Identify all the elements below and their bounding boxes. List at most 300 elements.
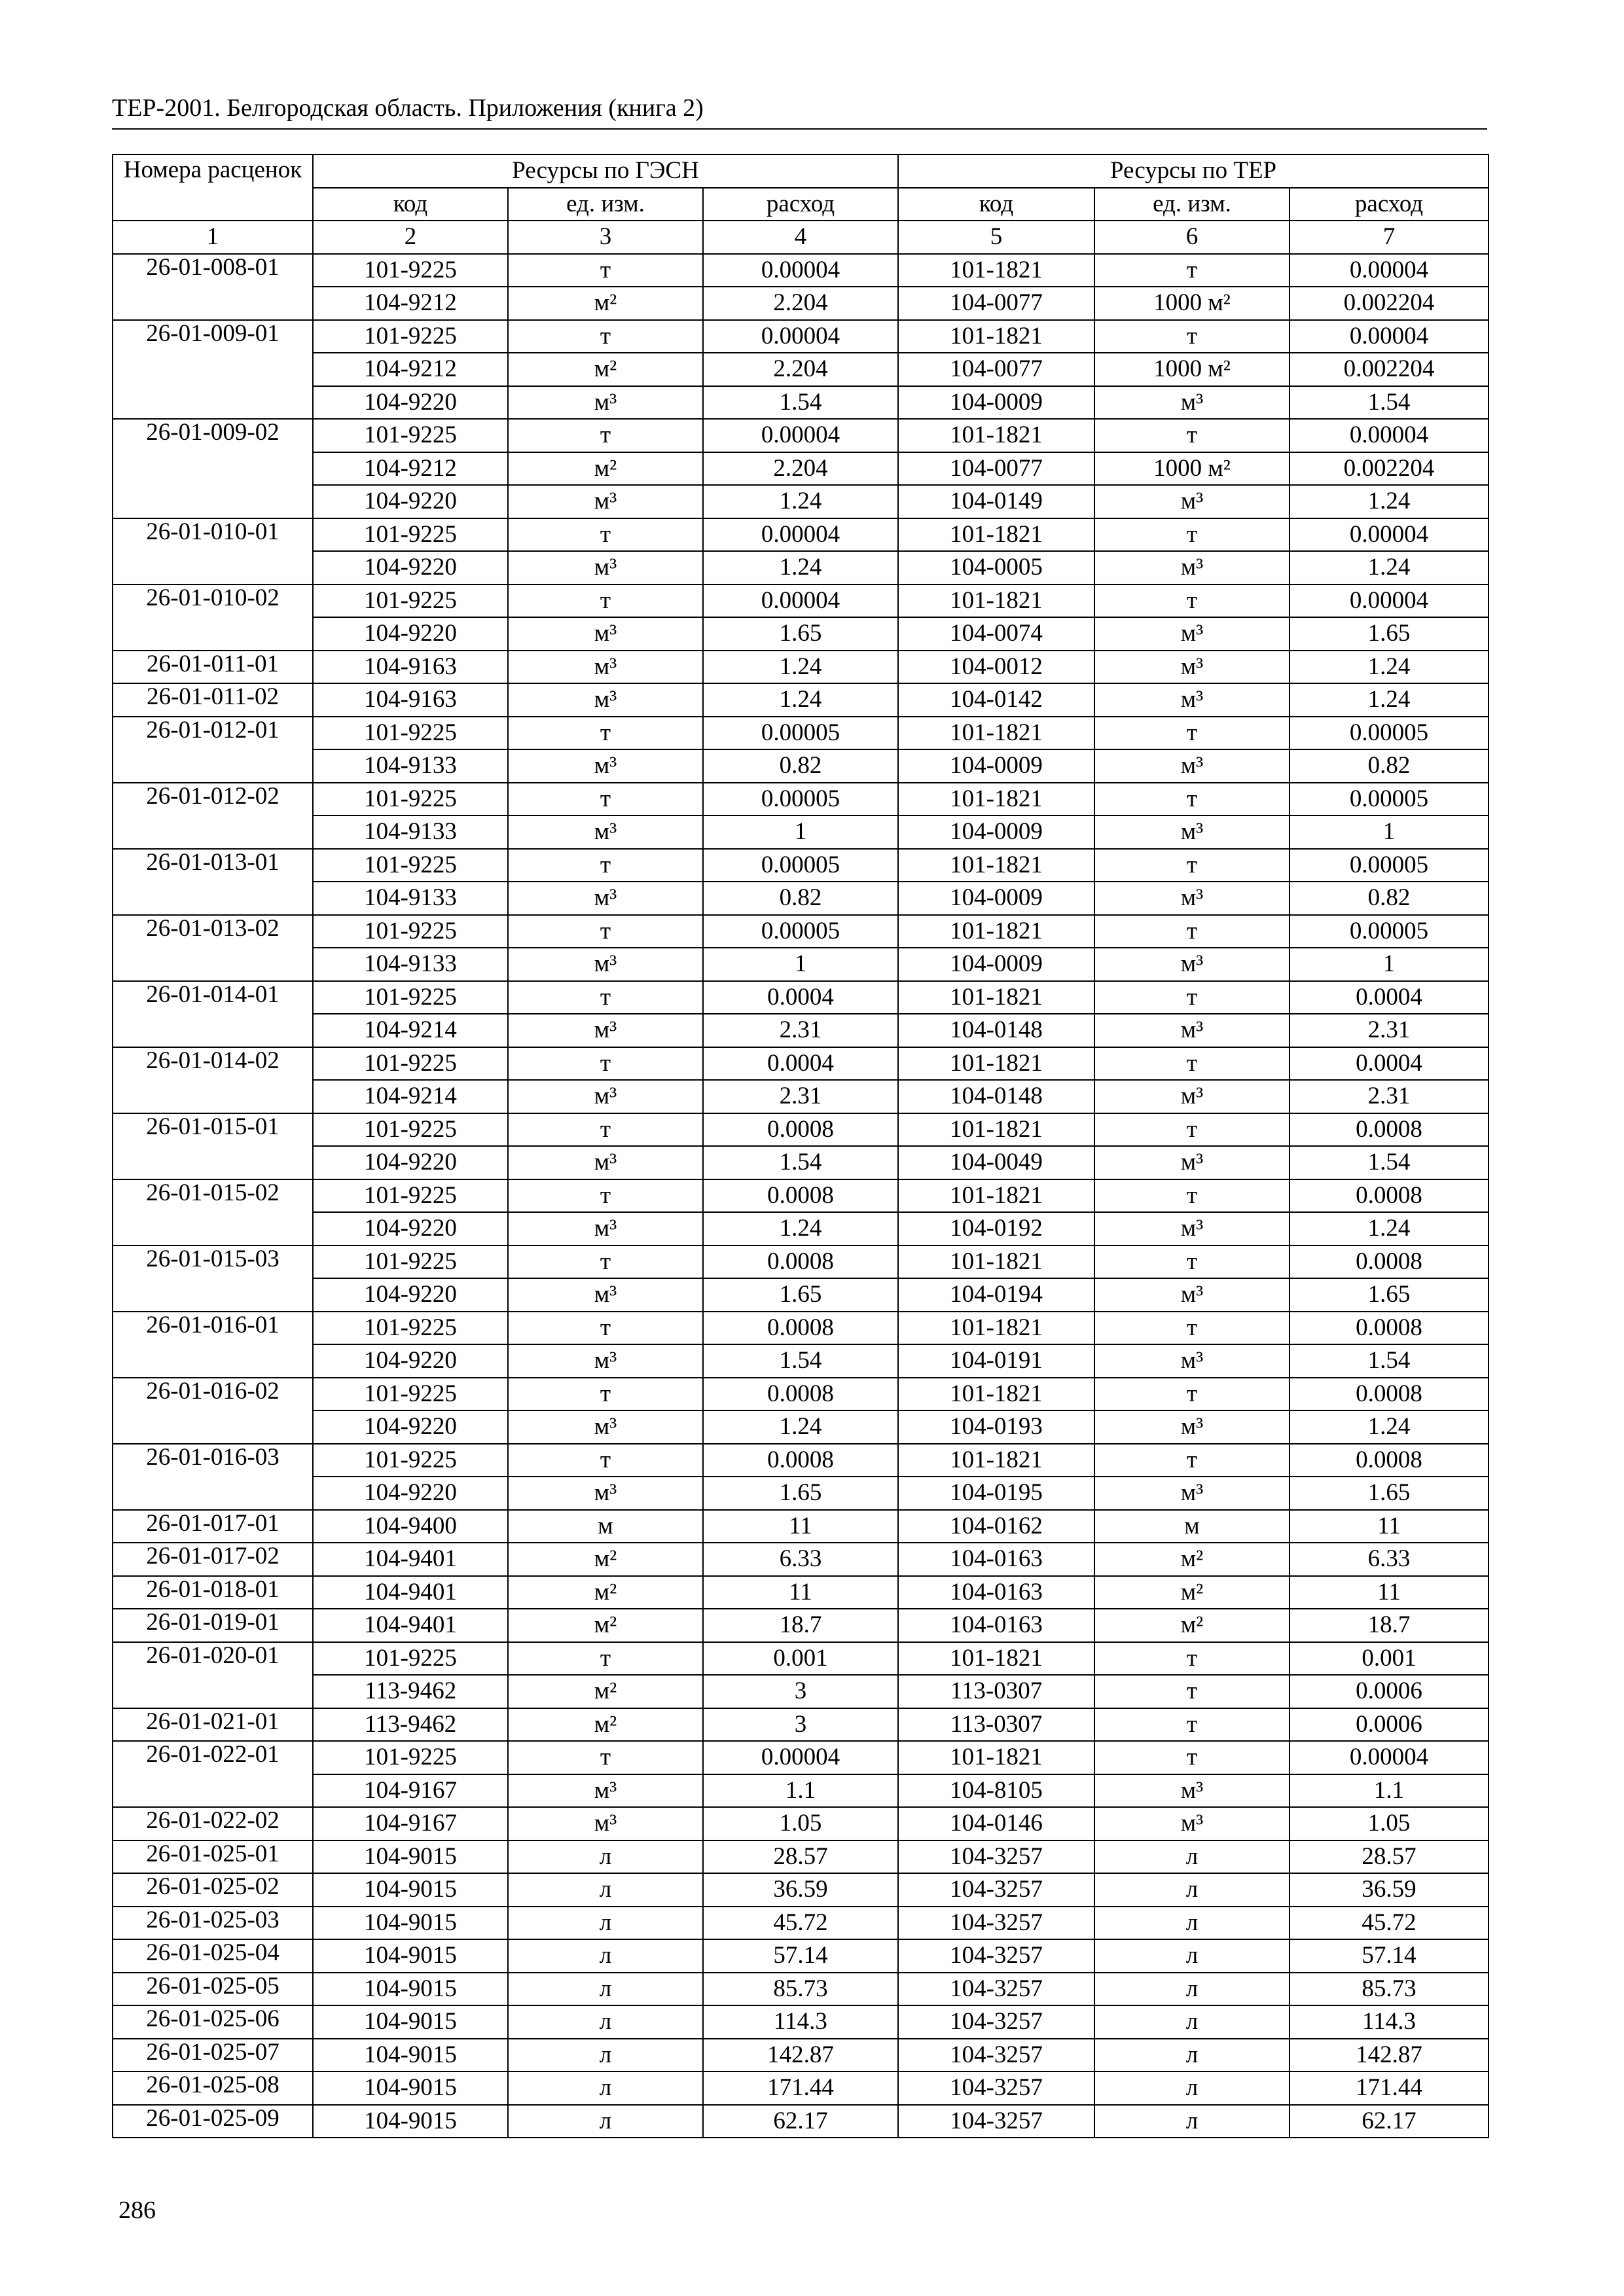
gesn-amount-cell: 0.82 xyxy=(703,749,898,783)
gesn-amount-cell: 1.05 xyxy=(703,1807,898,1840)
table-row xyxy=(113,1973,1489,2006)
ter-code-cell: 104-0009 xyxy=(898,386,1094,420)
ter-code-cell: 104-0142 xyxy=(898,683,1094,717)
gesn-code-cell: 104-9220 xyxy=(313,617,508,651)
resources-table xyxy=(112,154,1489,2138)
gesn-unit-cell: л xyxy=(508,1973,703,2006)
table-row xyxy=(113,1543,1489,1576)
gesn-unit-cell: л xyxy=(508,2039,703,2072)
rate-number-cell: 26-01-025-03 xyxy=(113,1907,313,1940)
gesn-amount-cell: 171.44 xyxy=(703,2072,898,2105)
ter-unit-cell: т xyxy=(1094,981,1290,1014)
ter-code-cell: 101-1821 xyxy=(898,1444,1094,1477)
rate-number-cell: 26-01-011-01 xyxy=(113,651,313,684)
ter-amount-cell: 0.00004 xyxy=(1290,1741,1489,1774)
rate-number-cell: 26-01-016-01 xyxy=(113,1312,313,1378)
ter-amount-cell: 0.0004 xyxy=(1290,981,1489,1014)
table-row xyxy=(113,1146,1489,1179)
ter-unit-cell: л xyxy=(1094,1873,1290,1907)
table-row xyxy=(113,320,1489,353)
table-row xyxy=(113,683,1489,717)
gesn-amount-cell: 1.24 xyxy=(703,485,898,518)
ter-unit-cell: м³ xyxy=(1094,1477,1290,1510)
gesn-unit-cell: м³ xyxy=(508,1014,703,1047)
table-row xyxy=(113,1344,1489,1378)
gesn-amount-cell: 0.00004 xyxy=(703,254,898,287)
gesn-unit-cell: т xyxy=(508,717,703,750)
ter-code-cell: 104-3257 xyxy=(898,1939,1094,1973)
gesn-code-cell: 101-9225 xyxy=(313,1047,508,1081)
ter-code-cell: 104-3257 xyxy=(898,2005,1094,2039)
ter-unit-cell: т xyxy=(1094,518,1290,552)
ter-code-cell: 101-1821 xyxy=(898,1047,1094,1081)
gesn-amount-cell: 0.00005 xyxy=(703,717,898,750)
gesn-amount-cell: 36.59 xyxy=(703,1873,898,1907)
gesn-unit-header: ед. изм. xyxy=(508,188,703,221)
gesn-unit-cell: м² xyxy=(508,452,703,486)
gesn-amount-cell: 1.1 xyxy=(703,1774,898,1808)
gesn-amount-cell: 0.0008 xyxy=(703,1378,898,1411)
ter-unit-cell: т xyxy=(1094,320,1290,353)
ter-unit-cell: м³ xyxy=(1094,617,1290,651)
gesn-amount-cell: 11 xyxy=(703,1510,898,1543)
gesn-amount-cell: 114.3 xyxy=(703,2005,898,2039)
ter-code-cell: 101-1821 xyxy=(898,849,1094,882)
gesn-unit-cell: т xyxy=(508,981,703,1014)
gesn-code-cell: 104-9163 xyxy=(313,651,508,684)
ter-amount-cell: 0.0004 xyxy=(1290,1047,1489,1081)
gesn-unit-cell: т xyxy=(508,1312,703,1345)
table-row xyxy=(113,551,1489,584)
gesn-amount-cell: 18.7 xyxy=(703,1609,898,1642)
gesn-amount-cell: 0.001 xyxy=(703,1642,898,1676)
table-row xyxy=(113,1179,1489,1213)
ter-unit-cell: м³ xyxy=(1094,948,1290,981)
rate-number-cell: 26-01-025-09 xyxy=(113,2105,313,2138)
gesn-amount-cell: 0.00005 xyxy=(703,783,898,816)
ter-code-cell: 101-1821 xyxy=(898,1113,1094,1147)
ter-code-cell: 104-0077 xyxy=(898,452,1094,486)
ter-amount-cell: 0.0008 xyxy=(1290,1246,1489,1279)
ter-code-cell: 104-0077 xyxy=(898,353,1094,386)
ter-amount-cell: 0.82 xyxy=(1290,882,1489,915)
page-number: 286 xyxy=(118,2197,156,2224)
table-row xyxy=(113,1939,1489,1973)
table-row xyxy=(113,1741,1489,1774)
gesn-unit-cell: м³ xyxy=(508,683,703,717)
ter-unit-cell: м² xyxy=(1094,1576,1290,1609)
ter-amount-cell: 1.65 xyxy=(1290,1278,1489,1312)
ter-unit-cell: м³ xyxy=(1094,816,1290,849)
table-row xyxy=(113,1510,1489,1543)
gesn-unit-cell: т xyxy=(508,1113,703,1147)
rate-number-cell: 26-01-017-02 xyxy=(113,1543,313,1576)
rate-number-cell: 26-01-014-02 xyxy=(113,1047,313,1113)
gesn-unit-cell: т xyxy=(508,915,703,948)
gesn-unit-cell: т xyxy=(508,1741,703,1774)
ter-code-cell: 104-0005 xyxy=(898,551,1094,584)
gesn-code-cell: 104-9400 xyxy=(313,1510,508,1543)
ter-code-cell: 101-1821 xyxy=(898,518,1094,552)
table-row xyxy=(113,1708,1489,1742)
gesn-unit-cell: т xyxy=(508,518,703,552)
gesn-unit-cell: м² xyxy=(508,1675,703,1708)
ter-amount-cell: 36.59 xyxy=(1290,1873,1489,1907)
table-row xyxy=(113,617,1489,651)
gesn-amount-cell: 142.87 xyxy=(703,2039,898,2072)
table-row xyxy=(113,2072,1489,2105)
rate-number-cell: 26-01-010-02 xyxy=(113,584,313,651)
rate-number-cell: 26-01-025-04 xyxy=(113,1939,313,1973)
gesn-code-cell: 113-9462 xyxy=(313,1675,508,1708)
gesn-amount-cell: 0.00004 xyxy=(703,584,898,618)
ter-unit-cell: м³ xyxy=(1094,651,1290,684)
ter-unit-cell: м³ xyxy=(1094,882,1290,915)
ter-code-cell: 113-0307 xyxy=(898,1708,1094,1742)
gesn-amount-cell: 0.00004 xyxy=(703,1741,898,1774)
ter-amount-cell: 1.24 xyxy=(1290,551,1489,584)
gesn-code-cell: 104-9220 xyxy=(313,1344,508,1378)
gesn-unit-cell: т xyxy=(508,254,703,287)
ter-code-cell: 104-0195 xyxy=(898,1477,1094,1510)
gesn-unit-cell: м³ xyxy=(508,617,703,651)
table-row xyxy=(113,1080,1489,1113)
gesn-unit-cell: м xyxy=(508,1510,703,1543)
ter-unit-cell: т xyxy=(1094,1047,1290,1081)
ter-amount-cell: 0.0008 xyxy=(1290,1113,1489,1147)
gesn-code-cell: 104-9220 xyxy=(313,485,508,518)
gesn-code-cell: 104-9220 xyxy=(313,1410,508,1444)
table-row xyxy=(113,717,1489,750)
gesn-amount-cell: 1.24 xyxy=(703,1410,898,1444)
column-index-3: 3 xyxy=(508,221,703,254)
rate-number-cell: 26-01-022-01 xyxy=(113,1741,313,1807)
gesn-unit-cell: л xyxy=(508,1907,703,1940)
ter-code-cell: 104-3257 xyxy=(898,2039,1094,2072)
table-row xyxy=(113,1113,1489,1147)
gesn-code-cell: 104-9015 xyxy=(313,1907,508,1940)
rate-number-cell: 26-01-013-02 xyxy=(113,915,313,981)
gesn-unit-cell: м³ xyxy=(508,1807,703,1840)
ter-unit-cell: т xyxy=(1094,1113,1290,1147)
table-row xyxy=(113,1609,1489,1642)
ter-unit-cell: м³ xyxy=(1094,551,1290,584)
gesn-unit-cell: т xyxy=(508,419,703,452)
ter-unit-cell: м³ xyxy=(1094,1807,1290,1840)
ter-unit-cell: т xyxy=(1094,783,1290,816)
table-row xyxy=(113,849,1489,882)
gesn-unit-cell: т xyxy=(508,783,703,816)
ter-unit-cell: т xyxy=(1094,1378,1290,1411)
ter-unit-cell: т xyxy=(1094,717,1290,750)
rate-number-cell: 26-01-025-07 xyxy=(113,2039,313,2072)
gesn-amount-cell: 0.0008 xyxy=(703,1246,898,1279)
gesn-code-cell: 104-9133 xyxy=(313,882,508,915)
table-row xyxy=(113,1278,1489,1312)
gesn-amount-cell: 1 xyxy=(703,816,898,849)
ter-unit-cell: т xyxy=(1094,419,1290,452)
gesn-unit-cell: т xyxy=(508,320,703,353)
ter-unit-cell: м³ xyxy=(1094,485,1290,518)
gesn-unit-cell: м³ xyxy=(508,651,703,684)
ter-amount-cell: 0.00005 xyxy=(1290,783,1489,816)
ter-unit-cell: т xyxy=(1094,254,1290,287)
ter-code-cell: 104-0012 xyxy=(898,651,1094,684)
gesn-unit-cell: т xyxy=(508,1246,703,1279)
gesn-code-cell: 104-9015 xyxy=(313,1873,508,1907)
table-row xyxy=(113,1873,1489,1907)
ter-code-cell: 101-1821 xyxy=(898,1179,1094,1213)
table-row xyxy=(113,2105,1489,2138)
gesn-resources-header: Ресурсы по ГЭСН xyxy=(313,154,898,188)
gesn-amount-cell: 2.31 xyxy=(703,1080,898,1113)
ter-unit-cell: 1000 м² xyxy=(1094,287,1290,320)
gesn-unit-cell: л xyxy=(508,1939,703,1973)
gesn-code-cell: 104-9167 xyxy=(313,1774,508,1808)
ter-unit-cell: т xyxy=(1094,1444,1290,1477)
gesn-code-cell: 104-9015 xyxy=(313,2072,508,2105)
ter-unit-cell: т xyxy=(1094,1179,1290,1213)
gesn-code-cell: 104-9212 xyxy=(313,287,508,320)
gesn-amount-cell: 0.0008 xyxy=(703,1113,898,1147)
gesn-unit-cell: м² xyxy=(508,353,703,386)
ter-unit-cell: л xyxy=(1094,1840,1290,1874)
ter-code-cell: 104-0193 xyxy=(898,1410,1094,1444)
gesn-code-cell: 104-9220 xyxy=(313,1278,508,1312)
ter-amount-cell: 142.87 xyxy=(1290,2039,1489,2072)
gesn-amount-cell: 0.0004 xyxy=(703,981,898,1014)
ter-unit-cell: л xyxy=(1094,2005,1290,2039)
ter-code-cell: 104-0163 xyxy=(898,1609,1094,1642)
gesn-amount-cell: 6.33 xyxy=(703,1543,898,1576)
table-row xyxy=(113,419,1489,452)
ter-unit-cell: л xyxy=(1094,1907,1290,1940)
gesn-code-cell: 101-9225 xyxy=(313,981,508,1014)
ter-amount-cell: 1 xyxy=(1290,948,1489,981)
ter-amount-cell: 1.24 xyxy=(1290,651,1489,684)
gesn-unit-cell: т xyxy=(508,1444,703,1477)
gesn-code-cell: 101-9225 xyxy=(313,518,508,552)
ter-amount-cell: 0.002204 xyxy=(1290,353,1489,386)
column-index-4: 4 xyxy=(703,221,898,254)
gesn-amount-cell: 62.17 xyxy=(703,2105,898,2138)
table-row xyxy=(113,1014,1489,1047)
gesn-code-cell: 101-9225 xyxy=(313,1378,508,1411)
gesn-code-cell: 101-9225 xyxy=(313,1642,508,1676)
gesn-unit-cell: т xyxy=(508,1179,703,1213)
gesn-unit-cell: м³ xyxy=(508,1212,703,1246)
ter-code-cell: 101-1821 xyxy=(898,1312,1094,1345)
gesn-code-cell: 101-9225 xyxy=(313,915,508,948)
gesn-code-cell: 101-9225 xyxy=(313,320,508,353)
gesn-code-cell: 104-9015 xyxy=(313,1840,508,1874)
ter-amount-cell: 1.54 xyxy=(1290,1344,1489,1378)
gesn-amount-cell: 2.204 xyxy=(703,452,898,486)
ter-amount-cell: 2.31 xyxy=(1290,1080,1489,1113)
gesn-code-cell: 101-9225 xyxy=(313,1246,508,1279)
gesn-unit-cell: л xyxy=(508,2072,703,2105)
ter-unit-cell: л xyxy=(1094,2105,1290,2138)
gesn-unit-cell: м² xyxy=(508,287,703,320)
table-row xyxy=(113,1642,1489,1676)
table-row xyxy=(113,1907,1489,1940)
ter-unit-cell: м³ xyxy=(1094,1146,1290,1179)
gesn-amount-cell: 1.54 xyxy=(703,386,898,420)
gesn-code-cell: 104-9401 xyxy=(313,1543,508,1576)
gesn-amount-cell: 2.204 xyxy=(703,287,898,320)
gesn-unit-cell: м³ xyxy=(508,749,703,783)
gesn-unit-cell: л xyxy=(508,2005,703,2039)
ter-unit-cell: т xyxy=(1094,1642,1290,1676)
ter-unit-cell: м³ xyxy=(1094,1212,1290,1246)
ter-code-cell: 101-1821 xyxy=(898,419,1094,452)
gesn-amount-cell: 0.0008 xyxy=(703,1444,898,1477)
table-row xyxy=(113,254,1489,287)
ter-amount-cell: 0.0006 xyxy=(1290,1675,1489,1708)
gesn-amount-cell: 0.0004 xyxy=(703,1047,898,1081)
gesn-code-header: код xyxy=(313,188,508,221)
ter-unit-cell: т xyxy=(1094,1312,1290,1345)
ter-code-cell: 101-1821 xyxy=(898,1642,1094,1676)
gesn-amount-cell: 0.0008 xyxy=(703,1312,898,1345)
ter-code-cell: 104-0194 xyxy=(898,1278,1094,1312)
column-index-7: 7 xyxy=(1290,221,1489,254)
ter-code-cell: 104-0163 xyxy=(898,1576,1094,1609)
gesn-amount-cell: 1.24 xyxy=(703,551,898,584)
ter-amount-cell: 45.72 xyxy=(1290,1907,1489,1940)
ter-unit-cell: т xyxy=(1094,1246,1290,1279)
rate-number-cell: 26-01-025-01 xyxy=(113,1840,313,1874)
gesn-amount-cell: 11 xyxy=(703,1576,898,1609)
gesn-amount-cell: 1.24 xyxy=(703,1212,898,1246)
ter-amount-cell: 1.24 xyxy=(1290,485,1489,518)
gesn-code-cell: 113-9462 xyxy=(313,1708,508,1742)
ter-amount-cell: 0.0008 xyxy=(1290,1378,1489,1411)
ter-code-cell: 101-1821 xyxy=(898,717,1094,750)
ter-code-cell: 113-0307 xyxy=(898,1675,1094,1708)
gesn-amount-cell: 0.0008 xyxy=(703,1179,898,1213)
rate-number-cell: 26-01-019-01 xyxy=(113,1609,313,1642)
ter-code-cell: 104-0148 xyxy=(898,1080,1094,1113)
ter-amount-cell: 57.14 xyxy=(1290,1939,1489,1973)
gesn-code-cell: 101-9225 xyxy=(313,849,508,882)
gesn-unit-cell: т xyxy=(508,1642,703,1676)
gesn-amount-cell: 1.24 xyxy=(703,683,898,717)
column-index-5: 5 xyxy=(898,221,1094,254)
gesn-code-cell: 104-9167 xyxy=(313,1807,508,1840)
gesn-code-cell: 104-9220 xyxy=(313,1212,508,1246)
gesn-unit-cell: м³ xyxy=(508,1344,703,1378)
ter-amount-cell: 0.0006 xyxy=(1290,1708,1489,1742)
ter-unit-cell: м³ xyxy=(1094,749,1290,783)
table-row xyxy=(113,287,1489,320)
gesn-code-cell: 104-9401 xyxy=(313,1576,508,1609)
table-row xyxy=(113,1312,1489,1345)
gesn-unit-cell: т xyxy=(508,849,703,882)
ter-amount-header: расход xyxy=(1290,188,1489,221)
ter-code-cell: 104-3257 xyxy=(898,1873,1094,1907)
gesn-amount-cell: 1.54 xyxy=(703,1344,898,1378)
rate-number-cell: 26-01-025-08 xyxy=(113,2072,313,2105)
gesn-code-cell: 104-9220 xyxy=(313,386,508,420)
ter-amount-cell: 1.24 xyxy=(1290,1212,1489,1246)
ter-code-cell: 101-1821 xyxy=(898,584,1094,618)
rate-number-cell: 26-01-011-02 xyxy=(113,683,313,717)
ter-code-cell: 104-0149 xyxy=(898,485,1094,518)
gesn-amount-cell: 1.65 xyxy=(703,617,898,651)
gesn-code-cell: 104-9133 xyxy=(313,948,508,981)
ter-code-cell: 101-1821 xyxy=(898,783,1094,816)
ter-amount-cell: 1.54 xyxy=(1290,386,1489,420)
gesn-code-cell: 104-9401 xyxy=(313,1609,508,1642)
rate-numbers-header: Номера расценок xyxy=(113,154,313,221)
ter-amount-cell: 2.31 xyxy=(1290,1014,1489,1047)
gesn-amount-cell: 2.31 xyxy=(703,1014,898,1047)
gesn-unit-cell: м³ xyxy=(508,882,703,915)
table-row xyxy=(113,1246,1489,1279)
gesn-unit-cell: м² xyxy=(508,1609,703,1642)
gesn-unit-cell: т xyxy=(508,584,703,618)
gesn-code-cell: 101-9225 xyxy=(313,254,508,287)
gesn-code-cell: 104-9015 xyxy=(313,2005,508,2039)
ter-unit-cell: т xyxy=(1094,1708,1290,1742)
ter-amount-cell: 0.0008 xyxy=(1290,1444,1489,1477)
ter-code-cell: 104-0049 xyxy=(898,1146,1094,1179)
ter-unit-cell: т xyxy=(1094,849,1290,882)
ter-unit-cell: т xyxy=(1094,1675,1290,1708)
table-row xyxy=(113,1212,1489,1246)
gesn-amount-cell: 0.00005 xyxy=(703,849,898,882)
ter-unit-cell: л xyxy=(1094,1973,1290,2006)
table-row xyxy=(113,981,1489,1014)
gesn-code-cell: 104-9212 xyxy=(313,353,508,386)
ter-unit-cell: т xyxy=(1094,915,1290,948)
ter-code-cell: 104-0009 xyxy=(898,882,1094,915)
ter-code-cell: 104-0146 xyxy=(898,1807,1094,1840)
column-index-6: 6 xyxy=(1094,221,1290,254)
gesn-unit-cell: м³ xyxy=(508,816,703,849)
rate-number-cell: 26-01-014-01 xyxy=(113,981,313,1047)
gesn-code-cell: 101-9225 xyxy=(313,1312,508,1345)
gesn-code-cell: 101-9225 xyxy=(313,584,508,618)
rate-number-cell: 26-01-018-01 xyxy=(113,1576,313,1609)
gesn-code-cell: 101-9225 xyxy=(313,1113,508,1147)
ter-code-cell: 104-3257 xyxy=(898,1973,1094,2006)
gesn-amount-cell: 3 xyxy=(703,1675,898,1708)
ter-amount-cell: 0.0008 xyxy=(1290,1179,1489,1213)
ter-amount-cell: 18.7 xyxy=(1290,1609,1489,1642)
table-row xyxy=(113,1840,1489,1874)
gesn-unit-cell: м³ xyxy=(508,1410,703,1444)
ter-amount-cell: 6.33 xyxy=(1290,1543,1489,1576)
ter-amount-cell: 1.05 xyxy=(1290,1807,1489,1840)
ter-amount-cell: 1.54 xyxy=(1290,1146,1489,1179)
gesn-amount-header: расход xyxy=(703,188,898,221)
gesn-code-cell: 104-9220 xyxy=(313,1477,508,1510)
ter-code-cell: 101-1821 xyxy=(898,1246,1094,1279)
gesn-amount-cell: 0.00004 xyxy=(703,320,898,353)
rate-number-cell: 26-01-013-01 xyxy=(113,849,313,915)
table-row xyxy=(113,485,1489,518)
table-row xyxy=(113,1675,1489,1708)
gesn-code-cell: 104-9133 xyxy=(313,816,508,849)
table-row xyxy=(113,1444,1489,1477)
gesn-amount-cell: 3 xyxy=(703,1708,898,1742)
table-row xyxy=(113,1576,1489,1609)
rate-number-cell: 26-01-020-01 xyxy=(113,1642,313,1708)
ter-amount-cell: 0.001 xyxy=(1290,1642,1489,1676)
gesn-code-cell: 104-9220 xyxy=(313,551,508,584)
